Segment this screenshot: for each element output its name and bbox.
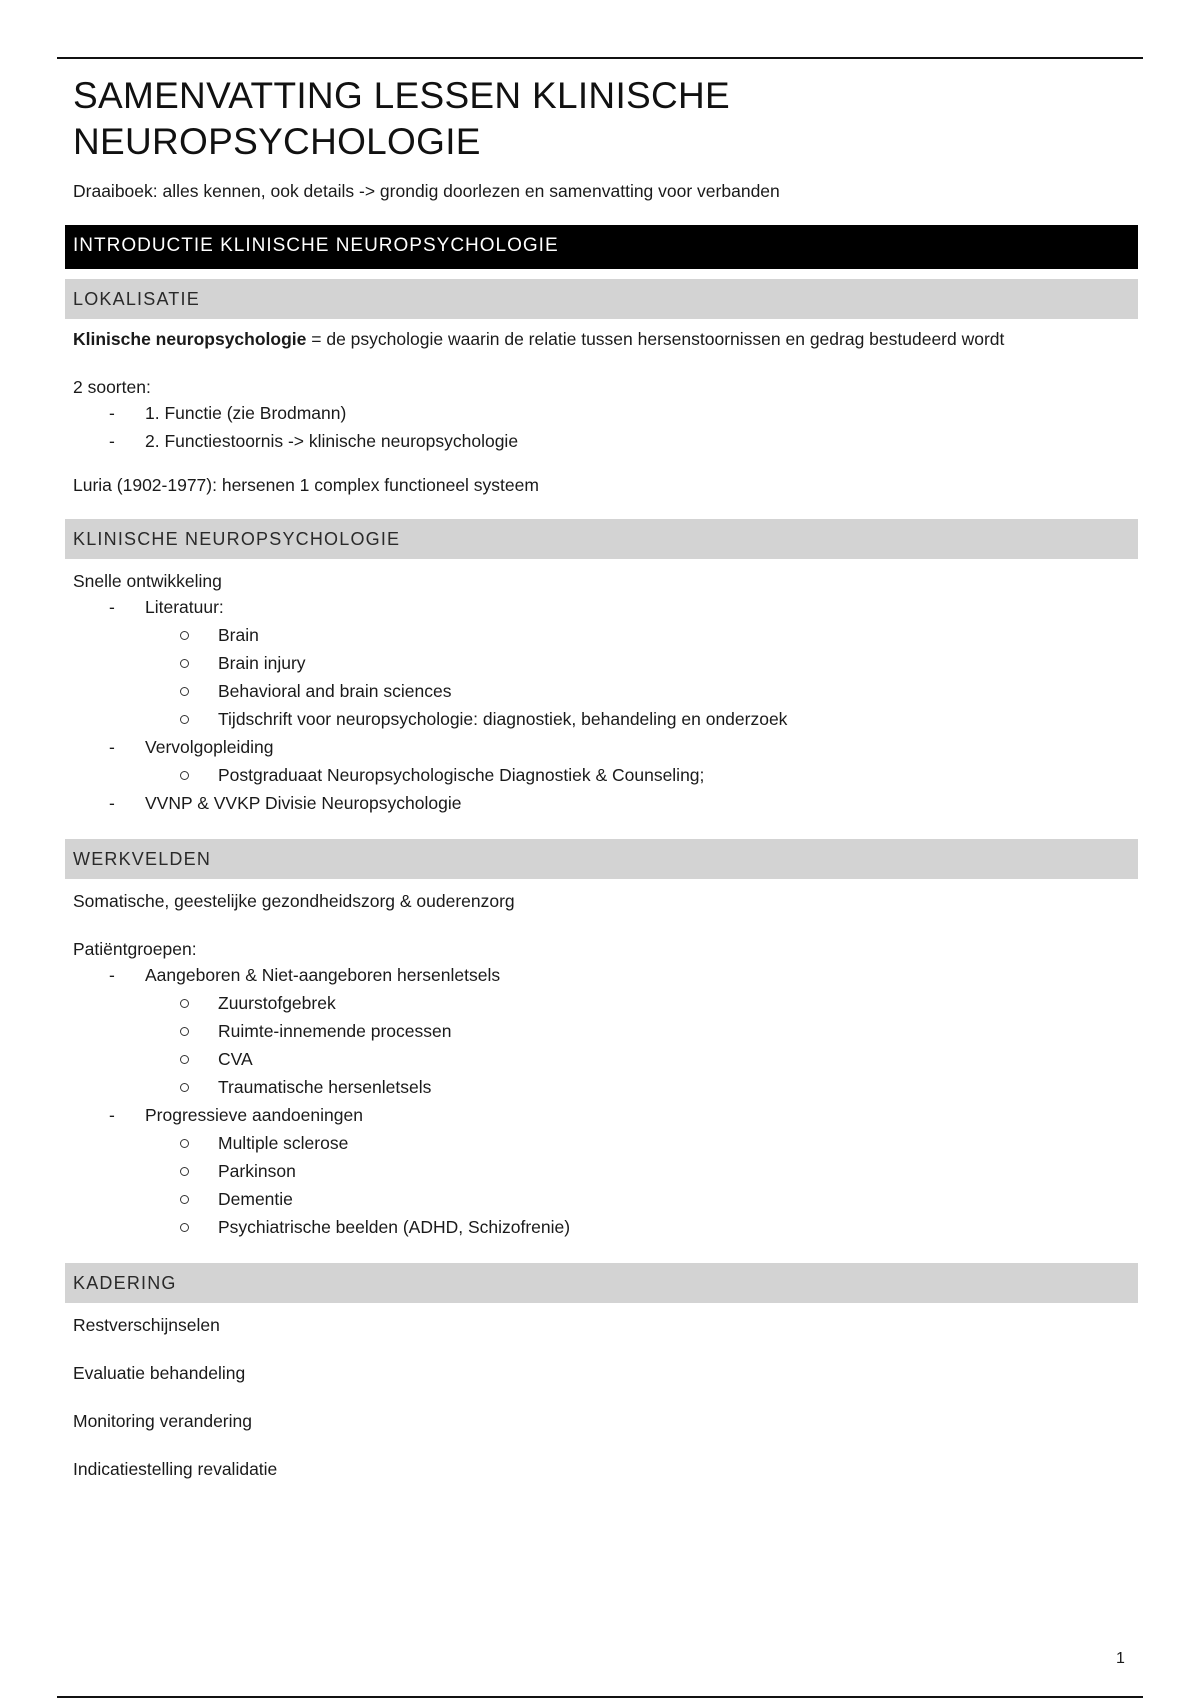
kadering-line: Restverschijnselen: [73, 1315, 220, 1335]
list-item: - 1. Functie (zie Brodmann): [65, 399, 1138, 427]
sub-list-item: CVA: [65, 1045, 1138, 1073]
circle-bullet-icon: [180, 771, 189, 780]
literatuur-label: Literatuur:: [145, 597, 224, 617]
progressief-sublist: [145, 1129, 1138, 1241]
progressief-label: Progressieve aandoeningen: [145, 1105, 363, 1125]
circle-bullet-icon: [180, 1167, 189, 1176]
sub-list-item: Zuurstofgebrek: [65, 989, 1138, 1017]
literatuur-sublist: [145, 621, 1138, 733]
sub-list-item: Ruimte-innemende processen: [65, 1017, 1138, 1045]
section-heading-kadering: KADERING: [65, 1263, 1138, 1303]
sub-list-item: Postgraduaat Neuropsychologische Diagnostiek & Counseling;: [65, 761, 1138, 789]
page-number: 1: [1116, 1650, 1125, 1667]
definition-term: Klinische neuropsychologie: [73, 329, 307, 349]
vervolg-label: Vervolgopleiding: [145, 737, 274, 757]
sub-list-item: Multiple sclerose: [65, 1129, 1138, 1157]
kadering-line: Indicatiestelling revalidatie: [73, 1459, 278, 1479]
list-item: [65, 733, 1138, 789]
werkvelden-list: [65, 961, 1138, 1241]
list-item: - 2. Functiestoornis -> klinische neuropsychologie: [65, 427, 1138, 455]
sub-list-item: Psychiatrische beelden (ADHD, Schizofrenie): [65, 1213, 1138, 1241]
soorten-list: [65, 399, 1138, 455]
page-title: SAMENVATTING LESSEN KLINISCHE NEUROPSYCHOLOGIE: [73, 75, 731, 162]
section-heading-klinisch: KLINISCHE NEUROPSYCHOLOGIE: [65, 519, 1138, 559]
circle-bullet-icon: [180, 631, 189, 640]
patientgroepen-text: Patiëntgroepen:: [73, 939, 197, 959]
sub-list-item: Traumatische hersenletsels: [65, 1073, 1138, 1101]
chapter-heading: INTRODUCTIE KLINISCHE NEUROPSYCHOLOGIE: [65, 225, 1138, 269]
sub-list-item: Brain: [65, 621, 1138, 649]
sub-list-item: Parkinson: [65, 1157, 1138, 1185]
circle-bullet-icon: [180, 715, 189, 724]
sub-list-item: Tijdschrift voor neuropsychologie: diagnostiek, behandeling en onderzoek: [65, 705, 1138, 733]
list-item: [65, 1101, 1138, 1241]
werkvelden-text: Somatische, geestelijke gezondheidszorg & ouderenzorg: [73, 891, 515, 911]
sub-list-item: Behavioral and brain sciences: [65, 677, 1138, 705]
sub-list-item: Dementie: [65, 1185, 1138, 1213]
circle-bullet-icon: [180, 1195, 189, 1204]
circle-bullet-icon: [180, 999, 189, 1008]
kadering-line: Monitoring verandering: [73, 1411, 252, 1431]
aangeboren-sublist: [145, 989, 1138, 1101]
klinisch-list: [65, 593, 1138, 817]
list-item: [65, 593, 1138, 733]
top-rule: [57, 57, 1143, 59]
circle-bullet-icon: [180, 659, 189, 668]
circle-bullet-icon: [180, 1027, 189, 1036]
soorten-text: 2 soorten:: [73, 377, 151, 397]
aangeboren-label: Aangeboren & Niet-aangeboren hersenletsels: [145, 965, 501, 985]
section-heading-lokalisatie: LOKALISATIE: [65, 279, 1138, 319]
section-heading-werkvelden: WERKVELDEN: [65, 839, 1138, 879]
kadering-line: Evaluatie behandeling: [73, 1363, 246, 1383]
circle-bullet-icon: [180, 1223, 189, 1232]
ontwikkeling-text: Snelle ontwikkeling: [73, 571, 222, 591]
bottom-rule: [57, 1696, 1143, 1698]
circle-bullet-icon: [180, 1055, 189, 1064]
luria-text: Luria (1902-1977): hersenen 1 complex functioneel systeem: [73, 475, 539, 495]
list-item: [65, 961, 1138, 1101]
circle-bullet-icon: [180, 687, 189, 696]
intro-text: Draaiboek: alles kennen, ook details -> grondig doorlezen en samenvatting voor verbanden: [73, 181, 780, 201]
circle-bullet-icon: [180, 1139, 189, 1148]
circle-bullet-icon: [180, 1083, 189, 1092]
page-content: [65, 73, 1138, 1481]
definition-paragraph: [73, 327, 1138, 351]
definition-text: = de psychologie waarin de relatie tussen hersenstoornissen en gedrag bestudeerd wordt: [306, 329, 1005, 349]
vervolg-sublist: [145, 761, 1138, 789]
sub-list-item: Brain injury: [65, 649, 1138, 677]
list-item: - VVNP & VVKP Divisie Neuropsychologie: [65, 789, 1138, 817]
